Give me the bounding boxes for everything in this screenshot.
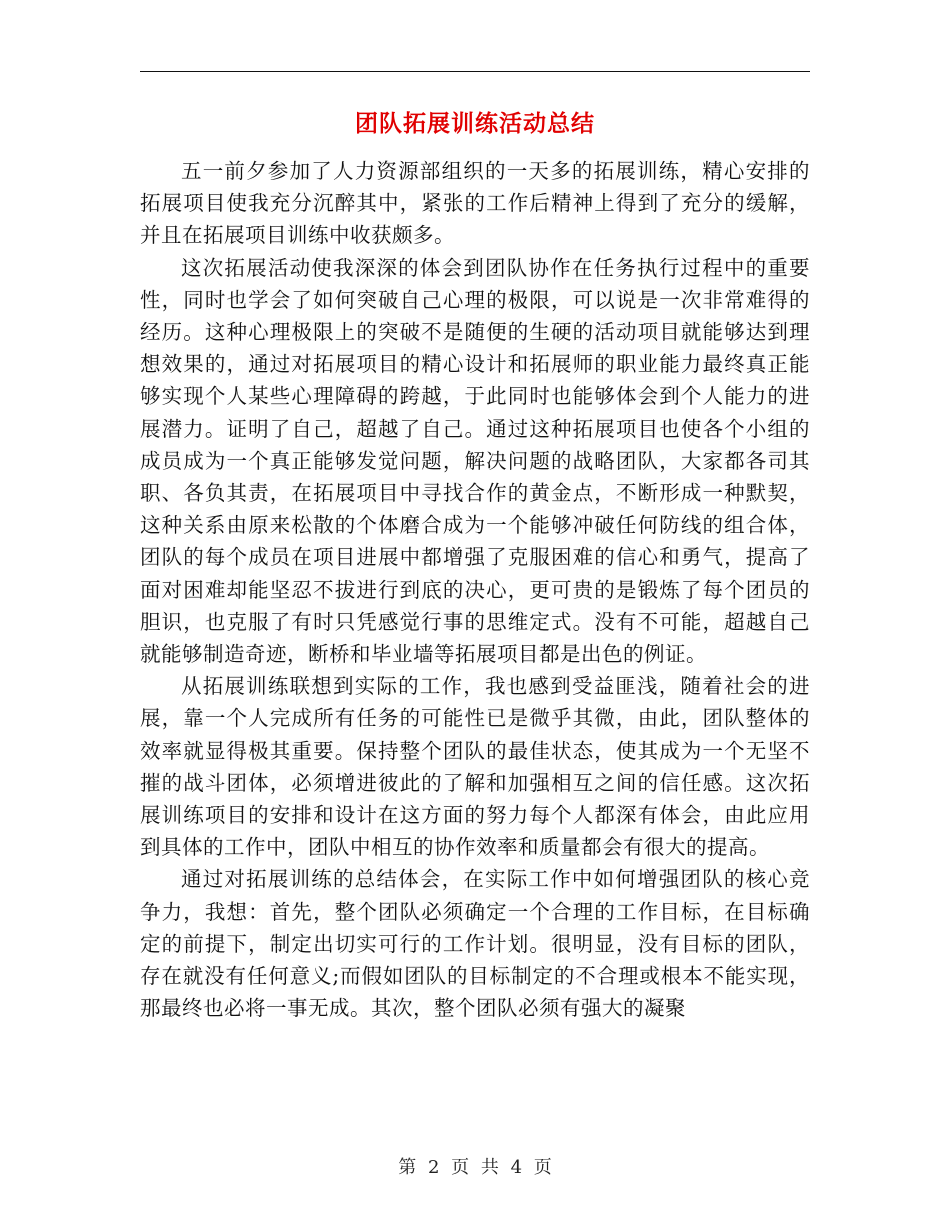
paragraph-2: 这次拓展活动使我深深的体会到团队协作在任务执行过程中的重要性，同时也学会了如何突破自己心理的极限，可以说是一次非常难得的经历。这种心理极限上的突破不是随便的生硬的活动项目就能够达到理想效果的，通过对拓展项目的精心设计和拓展师的职业能力最终真正能够实现个人某些心理障碍的跨越，于此同时也能够体会到个人能力的进展潜力。证明了自己，超越了自己。通过这种拓展项目也使各个小组的成员成为一个真正能够发觉问题，解决问题的战略团队，大家都各司其职、各负其责，在拓展项目中寻找合作的黄金点，不断形成一种默契，这种关系由原来松散的个体磨合成为一个能够冲破任何防线的组合体，团队的每个成员在项目进展中都增强了克服困难的信心和勇气，提高了面对困难却能坚忍不拔进行到底的决心，更可贵的是锻炼了每个团员的胆识，也克服了有时只凭感觉行事的思维定式。没有不可能，超越自己就能够制造奇迹，断桥和毕业墙等拓展项目都是出色的例证。 (140, 255, 810, 667)
paragraph-3: 从拓展训练联想到实际的工作，我也感到受益匪浅，随着社会的进展，靠一个人完成所有任务的可能性已是微乎其微，由此，团队整体的效率就显得极其重要。保持整个团队的最佳状态，使其成为一个无坚不摧的战斗团体，必须增进彼此的了解和加强相互之间的信任感。这次拓展训练项目的安排和设计在这方面的努力每个人都深有体会，由此应用到具体的工作中，团队中相互的协作效率和质量都会有很大的提高。 (140, 674, 810, 860)
paragraph-4: 通过对拓展训练的总结体会，在实际工作中如何增强团队的核心竞争力，我想：首先，整个团队必须确定一个合理的工作目标，在目标确定的前提下，制定出切实可行的工作计划。很明显，没有目标的团队，存在就没有任何意义;而假如团队的目标制定的不合理或根本不能实现，那最终也必将一事无成。其次，整个团队必须有强大的凝聚 (140, 867, 810, 1021)
document-title: 团队拓展训练活动总结 (355, 111, 595, 137)
paragraph-1: 五一前夕参加了人力资源部组织的一天多的拓展训练，精心安排的拓展项目使我充分沉醉其中，紧张的工作后精神上得到了充分的缓解，并且在拓展项目训练中收获颇多。 (140, 159, 810, 248)
header-rule (140, 71, 810, 72)
document-body (140, 104, 810, 1024)
page-number: 第 2 页 共 4 页 (398, 1157, 552, 1178)
